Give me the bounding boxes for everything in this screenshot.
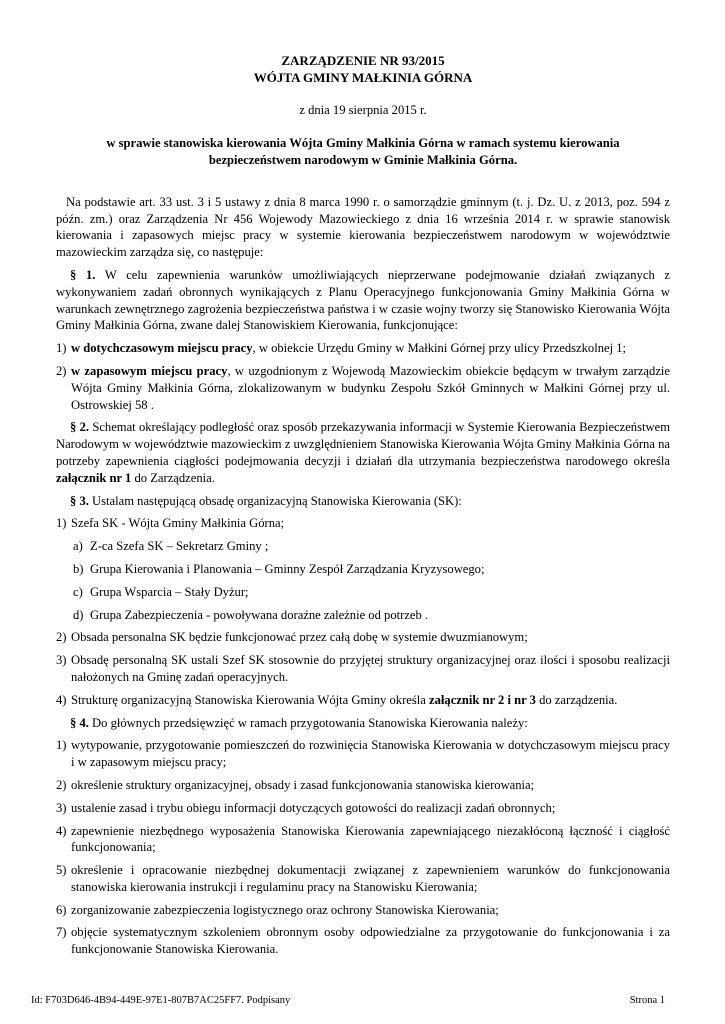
item-number: 4) — [56, 692, 67, 707]
item-text: ustalenie zasad i trybu obiegu informacji dotyczących gotowości do realizacji zadań obronnych; — [71, 800, 556, 815]
section-3-label: § 3. — [70, 493, 89, 508]
subitem-letter: c) — [73, 584, 83, 599]
section-4-item — [56, 800, 670, 817]
title-line-1: ZARZĄDZENIE NR 93/2015 — [281, 53, 445, 68]
section-2 — [56, 419, 670, 486]
document-page — [56, 52, 670, 958]
item-bold-text: w dotychczasowym miejscu pracy — [71, 341, 253, 356]
section-3-item — [56, 652, 670, 686]
subitem-text: Grupa Zabezpieczenia - powoływana doraźne zależnie od potrzeb . — [90, 607, 429, 622]
section-3-item — [56, 692, 670, 709]
section-1-item — [56, 363, 670, 413]
subitem-letter: b) — [73, 561, 84, 576]
document-date: z dnia 19 sierpnia 2015 r. — [299, 103, 427, 117]
section-4-item — [56, 737, 670, 771]
intro-paragraph: Na podstawie art. 33 ust. 3 i 5 ustawy z dnia 8 marca 1990 r. o samorządzie gminnym (t. j. Dz. U. z 2013, poz. 594 z późn. zm.) oraz Zarządzenia Nr 456 Wojewody Mazowieckiego z dnia 16 września 2014 r. w sprawie stanowisk kierowania i zapasowych miejsc pracy w systemie kierowania bezpieczeństwem narodowym w województwie mazowieckim zarządza się, co następuje: — [56, 194, 670, 260]
section-3-item — [56, 515, 670, 532]
title-line-2: WÓJTA GMINY MAŁKINIA GÓRNA — [253, 70, 473, 85]
section-3-subitem — [56, 538, 670, 555]
section-4-item — [56, 862, 670, 896]
section-4-item — [56, 823, 670, 857]
item-number: 2) — [56, 777, 67, 792]
subitem-text: Grupa Kierowania i Planowania – Gminny Zespół Zarządzania Kryzysowego; — [90, 561, 485, 576]
item-text: wytypowanie, przygotowanie pomieszczeń do rozwinięcia Stanowiska Kierowania w dotychczasowym miejscu pracy i w zapasowym miejscu pracy; — [71, 738, 670, 770]
section-3 — [56, 493, 670, 510]
item-number: 1) — [56, 341, 67, 356]
item-number: 3) — [56, 653, 67, 668]
item-text — [71, 692, 670, 709]
section-3-item — [56, 629, 670, 646]
section-3-subitem — [56, 561, 670, 578]
item-text: objęcie systematycznym szkoleniem obronnym osoby odpowiedzialne za przygotowanie do funkcjonowania i za funkcjonowanie Stanowiska Kierowania. — [71, 925, 670, 957]
item-text-end: do zarządzenia. — [535, 692, 618, 707]
item-text: Szefa SK - Wójta Gminy Małkinia Górna; — [71, 516, 285, 531]
page-number: Strona 1 — [629, 995, 665, 1006]
item-number: 7) — [56, 925, 67, 940]
attachment-ref: załącznik nr 1 — [56, 470, 132, 485]
attachment-ref: załącznik nr 2 i nr 3 — [429, 692, 536, 707]
item-number: 4) — [56, 823, 67, 838]
section-3-subitem — [56, 607, 670, 624]
subject-line-1: w sprawie stanowiska kierowania Wójta Gminy Małkinia Górna w ramach systemu kierowania — [106, 135, 620, 150]
item-number: 6) — [56, 902, 67, 917]
subitem-letter: a) — [73, 539, 83, 554]
section-4-item — [56, 902, 670, 919]
item-number: 2) — [56, 630, 67, 645]
document-subject — [56, 135, 670, 169]
section-4-item — [56, 924, 670, 958]
item-text: określenie struktury organizacyjnej, obsady i zasad funkcjonowania stanowiska kierowania; — [71, 777, 535, 792]
subitem-text: Grupa Wsparcia – Stały Dyżur; — [90, 584, 249, 599]
document-id: Id: F703D646-4B94-449E-97E1-807B7AC25FF7. Podpisany — [31, 995, 291, 1006]
item-text-start: Strukturę organizacyjną Stanowiska Kierowania Wójta Gminy określa — [71, 692, 430, 707]
document-title — [56, 52, 670, 86]
item-number: 3) — [56, 800, 67, 815]
page-footer — [31, 994, 665, 1007]
item-text: określenie i opracowanie niezbędnej dokumentacji związanej z zapewnieniem warunków do funkcjonowania stanowiska kierowania instrukcji i regulaminu pracy na Stanowisku Kierowania; — [71, 863, 670, 894]
item-bold-text: w zapasowym miejscu pracy — [71, 363, 228, 378]
section-1-item — [56, 340, 670, 357]
section-1-label: § 1. — [70, 267, 96, 282]
item-rest-text: , w obiekcie Urzędu Gminy w Małkini Górnej przy ulicy Przedszkolnej 1; — [252, 341, 627, 356]
section-4-text: Do głównych przedsięwzięć w ramach przygotowania Stanowiska Kierowania należy: — [88, 715, 528, 730]
item-text — [71, 363, 670, 413]
item-text: zapewnienie niezbędnego wyposażenia Stanowiska Kierowania zapewniającego niezakłóconą łączność i ciągłość funkcjonowania; — [71, 823, 670, 855]
item-text: Obsadę personalną SK ustali Szef SK stosownie do przyjętej struktury organizacyjnej oraz ilości i sposobu realizacji nałożonych na Gminę zadań operacyjnych. — [71, 653, 670, 684]
section-2-text-end: do Zarządzenia. — [131, 470, 215, 485]
item-number: 1) — [56, 516, 67, 531]
subject-line-2: bezpieczeństwem narodowym w Gminie Małkinia Górna. — [208, 152, 518, 167]
item-text — [71, 340, 670, 357]
section-3-text: Ustalam następującą obsadę organizacyjną Stanowiska Kierowania (SK): — [88, 493, 462, 508]
item-text: Obsada personalna SK będzie funkcjonować przez całą dobę w systemie dwuzmianowym; — [71, 630, 528, 645]
subitem-letter: d) — [73, 607, 84, 622]
subitem-text: Z-ca Szefa SK – Sekretarz Gminy ; — [90, 539, 269, 554]
section-3-subitem — [56, 584, 670, 601]
section-1 — [56, 267, 670, 334]
section-2-label: § 2. — [70, 420, 90, 435]
section-4-item — [56, 777, 670, 794]
item-rest-text: , w uzgodnionym z Wojewodą Mazowieckim obiekcie będącym w trwałym zarządzie Wójta Gminy Małkinia Górna, zlokalizowanym w budynku Zespołu Szkół Gminnych w Małkini Górnej przy ul. Ostrowskiej 58 . — [71, 363, 670, 412]
item-number: 2) — [56, 363, 67, 378]
item-text: zorganizowanie zabezpieczenia logistycznego oraz ochrony Stanowiska Kierowania; — [71, 902, 499, 917]
item-number: 1) — [56, 738, 67, 753]
section-2-text: Schemat określający podległość oraz sposób przekazywania informacji w Systemie Kierowania Bezpieczeństwem Narodowym w województwie mazowieckim z uwzględnieniem Stanowiska Kierowania Wójta Gminy Małkinia Górna na potrzeby zapewnienia ciągłości podejmowania decyzji i działań dla utrzymania bezpieczeństwa narodowego określa — [56, 420, 670, 468]
section-4-label: § 4. — [70, 715, 89, 730]
section-4 — [56, 715, 670, 732]
item-number: 5) — [56, 863, 67, 878]
section-1-text: W celu zapewnienia warunków umożliwiających nieprzerwane podejmowanie działań związanych z wykonywaniem zadań obronnych wynikających z Planu Operacyjnego funkcjonowania Gminy Małkinia Górna w warunkach zewnętrznego zagrożenia bezpieczeństwa państwa i w czasie wojny tworzy się Stanowisko Kierowania Wójta Gminy Małkinia Górna, zwane dalej Stanowiskiem Kierowania, funkcjonujące: — [56, 267, 671, 333]
